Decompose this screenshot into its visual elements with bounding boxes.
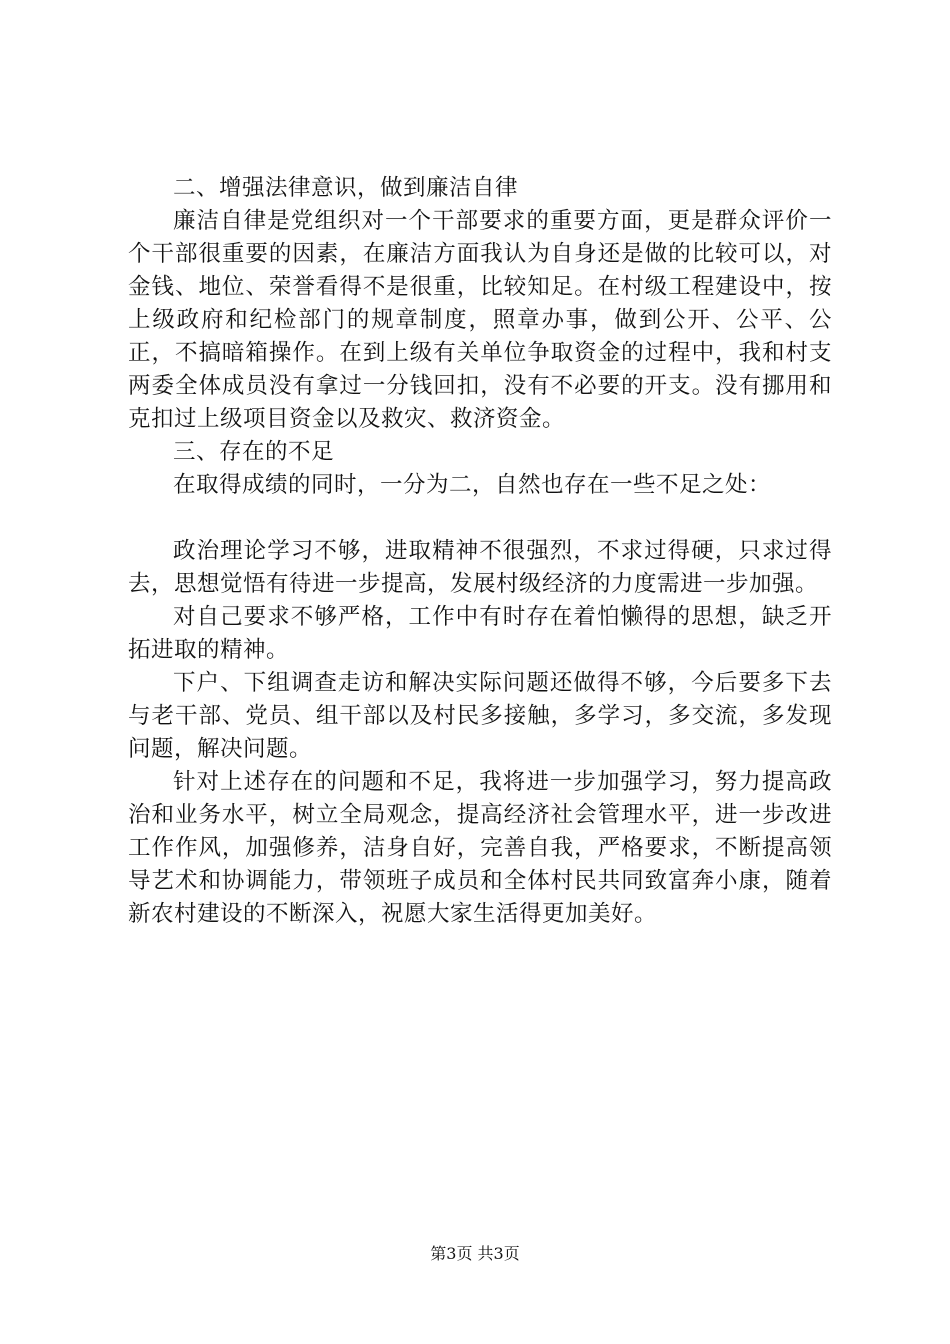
intro-paragraph: 在取得成绩的同时，一分为二，自然也存在一些不足之处： <box>173 472 772 498</box>
body-paragraph: 对自己要求不够严格，工作中有时存在着怕懒得的思想，缺乏开拓进取的精神。 <box>128 604 832 663</box>
section-heading-2: 二、增强法律意识，做到廉洁自律 <box>173 175 519 201</box>
document-body <box>128 172 832 931</box>
paragraph-gap <box>128 502 832 535</box>
body-paragraph: 针对上述存在的问题和不足，我将进一步加强学习，努力提高政治和业务水平，树立全局观念，提高经济社会管理水平，进一步改进工作作风，加强修养，洁身自好，完善自我，严格要求，不断提高领导艺术和协调能力，带领班子成员和全体村民共同致富奔小康，随着新农村建设的不断深入，祝愿大家生活得更加美好。 <box>128 769 832 927</box>
section-heading-3: 三、存在的不足 <box>173 439 335 465</box>
body-paragraph: 政治理论学习不够，进取精神不很强烈，不求过得硬，只求过得去，思想觉悟有待进一步提高，发展村级经济的力度需进一步加强。 <box>128 538 832 597</box>
page-number-footer: 第3页 共3页 <box>430 1244 520 1263</box>
body-paragraph: 下户、下组调查走访和解决实际问题还做得不够，今后要多下去与老干部、党员、组干部以及村民多接触，多学习，多交流，多发现问题，解决问题。 <box>128 670 832 762</box>
body-paragraph: 廉洁自律是党组织对一个干部要求的重要方面，更是群众评价一个干部很重要的因素，在廉洁方面我认为自身还是做的比较可以，对金钱、地位、荣誉看得不是很重，比较知足。在村级工程建设中，按上级政府和纪检部门的规章制度，照章办事，做到公开、公平、公正，不搞暗箱操作。在到上级有关单位争取资金的过程中，我和村支两委全体成员没有拿过一分钱回扣，没有不必要的开支。没有挪用和克扣过上级项目资金以及救灾、救济资金。 <box>128 208 832 432</box>
